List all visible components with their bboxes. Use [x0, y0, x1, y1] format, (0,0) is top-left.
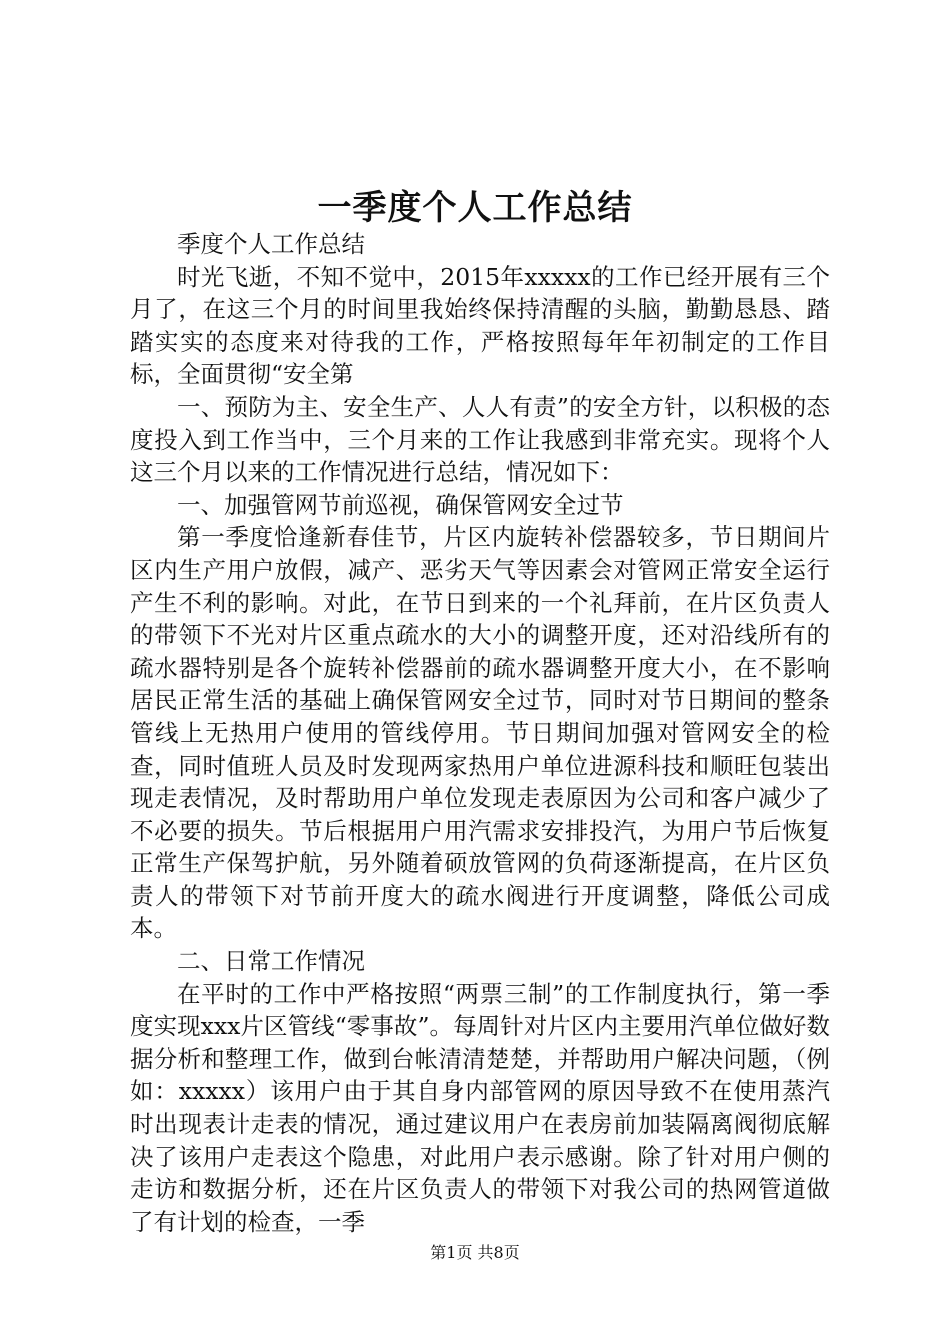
paragraph-section-1: 第一季度恰逢新春佳节，片区内旋转补偿器较多，节日期间片区内生产用户放假，减产、恶劣天气等因素会对管网正常安全运行产生不利的影响。对此，在节日到来的一个礼拜前，在片区负责人的带领下不光对片区重点疏水的大小的调整开度，还对沿线所有的疏水器特别是各个旋转补偿器前的疏水器调整开度大小，在不影响居民正常生活的基础上确保管网安全过节，同时对节日期间的整条管线上无热用户使用的管线停用。节日期间加强对管网安全的检查，同时值班人员及时发现两家热用户单位进源科技和顺旺包装出现走表情况，及时帮助用户单位发现走表原因为公司和客户减少了不必要的损失。节后根据用户用汽需求安排投汽，为用户节后恢复正常生产保驾护航，另外随着硕放管网的负荷逐渐提高，在片区负责人的带领下对节前开度大的疏水阀进行开度调整，降低公司成本。: [130, 523, 830, 943]
page-footer: 第1页 共8页: [430, 1243, 520, 1262]
document-title: 一季度个人工作总结: [317, 188, 633, 228]
paragraph-subtitle: 季度个人工作总结: [177, 230, 365, 258]
document-body: [130, 228, 830, 1238]
paragraph-section-2: 在平时的工作中严格按照“两票三制”的工作制度执行，第一季度实现xxx片区管线“零事故”。每周针对片区内主要用汽单位做好数据分析和整理工作，做到台帐清清楚楚，并帮助用户解决问题，（例如：xxxxx）该用户由于其自身内部管网的原因导致不在使用蒸汽时出现表计走表的情况，通过建议用户在表房前加装隔离阀彻底解决了该用户走表这个隐患，对此用户表示感谢。除了针对用户侧的走访和数据分析，还在片区负责人的带领下对我公司的热网管道做了有计划的检查，一季: [130, 979, 830, 1236]
section-heading-2: 二、日常工作情况: [177, 947, 365, 976]
paragraph-intro: 时光飞逝，不知不觉中，2015年xxxxx的工作已经开展有三个月了，在这三个月的时间里我始终保持清醒的头脑，勤勤恳恳、踏踏实实的态度来对待我的工作，严格按照每年年初制定的工作目标，全面贯彻“安全第: [130, 262, 830, 389]
paragraph-policy: 一、预防为主、安全生产、人人有责”的安全方针，以积极的态度投入到工作当中，三个月来的工作让我感到非常充实。现将个人这三个月以来的工作情况进行总结，情况如下：: [130, 392, 830, 487]
section-heading-1: 一、加强管网节前巡视，确保管网安全过节: [177, 490, 624, 519]
